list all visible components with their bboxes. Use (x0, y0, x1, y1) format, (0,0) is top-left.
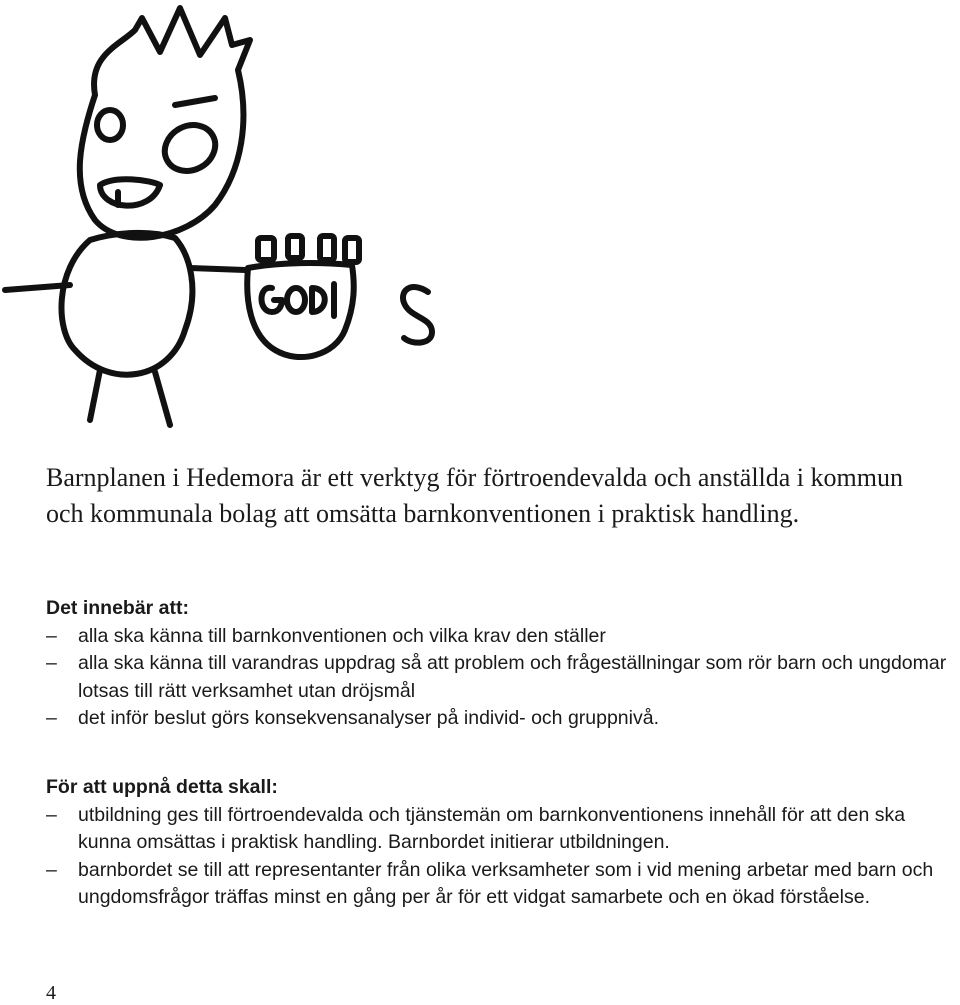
list-item (46, 857, 956, 912)
list-item (46, 650, 956, 705)
list-item-text: utbildning ges till förtroendevalda och tjänstemän om barnkonventionens innehåll för att den ska kunna omsättas i praktisk handling. Barnbordet initierar utbildningen. (78, 803, 906, 853)
dash-bullet: – (46, 707, 57, 729)
dash-bullet: – (46, 652, 57, 674)
bullet-list (46, 623, 956, 733)
section-for-att-uppna (46, 774, 956, 912)
list-item (46, 705, 956, 733)
list-item-text: alla ska känna till varandras uppdrag så att problem och frågeställningar som rör barn och ungdomar lotsas till rätt verksamhet utan dröjsmål (78, 652, 947, 702)
child-drawing (0, 0, 460, 440)
list-item (46, 623, 956, 651)
dash-bullet: – (46, 624, 57, 647)
child-drawing-illustration (0, 0, 460, 440)
list-item-text: barnbordet se till att representanter från olika verksamheter som i vid mening arbetar med barn och ungdomsfrågor träffas minst en gång per år för ett vidgat samarbete och en ökad förståelse. (78, 858, 934, 908)
list-item-text: det inför beslut görs konsekvensanalyser på individ- och gruppnivå. (78, 707, 660, 729)
bullet-list (46, 802, 956, 912)
list-item (46, 802, 956, 857)
section-heading: Det innebär att: (46, 597, 190, 619)
section-heading: För att uppnå detta skall: (46, 776, 278, 798)
section-det-innebar-att (46, 595, 956, 733)
list-item-text: alla ska känna till barnkonventionen och vilka krav den ställer (78, 624, 606, 647)
dash-bullet: – (46, 858, 57, 881)
dash-bullet: – (46, 803, 57, 826)
intro-paragraph: Barnplanen i Hedemora är ett verktyg för förtroendevalda och anställda i kommun och kommunala bolag att omsätta barnkonventionen i praktisk handling. (46, 463, 903, 528)
page-number: 4 (46, 982, 56, 1004)
